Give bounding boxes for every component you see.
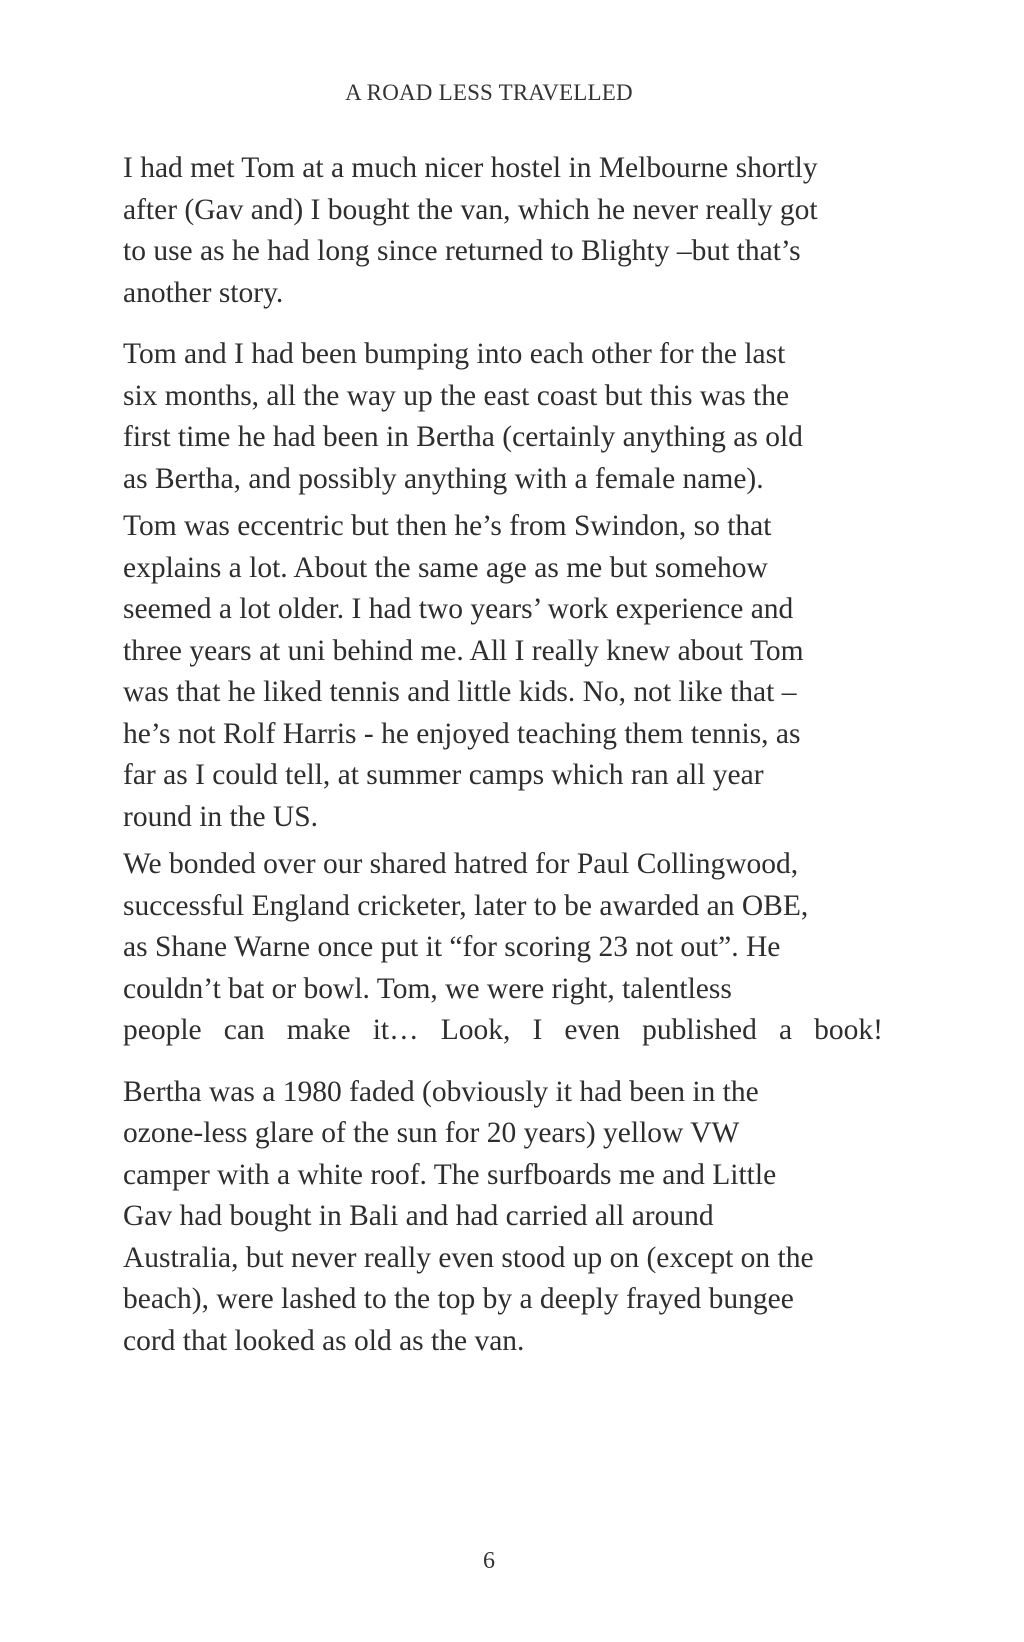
text-line: camper with a white roof. The surfboards me and Little <box>123 1158 777 1191</box>
text-line: first time he had been in Bertha (certainly anything as old <box>123 421 803 453</box>
paragraph-4 <box>123 844 883 1052</box>
text-line: I had met Tom at a much nicer hostel in Melbourne shortly <box>123 152 818 184</box>
text-line: We bonded over our shared hatred for Paul Collingwood, <box>123 848 799 880</box>
text-line: successful England cricketer, later to be awarded an OBE, <box>123 889 809 922</box>
text-line: round in the US. <box>123 800 319 833</box>
text-line: cord that looked as old as the van. <box>123 1324 525 1357</box>
text-line: Bertha was a 1980 faded (obviously it had been in the <box>123 1075 759 1108</box>
paragraph-2 <box>123 334 883 500</box>
text-line: people can make it… Look, I even published a book! <box>123 1014 883 1046</box>
text-line: ozone-less glare of the sun for 20 years) yellow VW <box>123 1117 740 1149</box>
text-line: seemed a lot older. I had two years’ work experience and <box>123 593 794 625</box>
text-line: beach), were lashed to the top by a deeply frayed bungee <box>123 1283 794 1315</box>
text-line: Gav had bought in Bali and had carried all around <box>123 1200 714 1232</box>
running-header: A ROAD LESS TRAVELLED <box>345 80 633 105</box>
text-line: after (Gav and) I bought the van, which he never really got <box>123 193 818 226</box>
text-line: three years at uni behind me. All I really knew about Tom <box>123 634 804 667</box>
text-line: Tom and I had been bumping into each other for the last <box>123 338 786 370</box>
text-line: Australia, but never really even stood up on (except on the <box>123 1241 814 1274</box>
text-line: he’s not Rolf Harris - he enjoyed teaching them tennis, as <box>123 717 801 750</box>
text-line: as Bertha, and possibly anything with a female name). <box>123 462 764 495</box>
text-line: far as I could tell, at summer camps which ran all year <box>123 759 764 791</box>
page-number: 6 <box>483 1548 495 1574</box>
paragraph-5 <box>123 1072 883 1363</box>
paragraph-3 <box>123 506 883 838</box>
text-line: another story. <box>123 276 284 309</box>
text-line: couldn’t bat or bowl. Tom, we were right, talentless <box>123 972 732 1005</box>
body-text <box>123 148 883 1362</box>
text-line: Tom was eccentric but then he’s from Swindon, so that <box>123 510 772 542</box>
text-line: six months, all the way up the east coast but this was the <box>123 379 790 412</box>
text-line: as Shane Warne once put it “for scoring 23 not out”. He <box>123 931 781 963</box>
text-line: to use as he had long since returned to Blighty –but that’s <box>123 235 801 267</box>
paragraph-1 <box>123 148 883 314</box>
text-line: explains a lot. About the same age as me but somehow <box>123 551 768 584</box>
text-line: was that he liked tennis and little kids. No, not like that – <box>123 676 797 708</box>
